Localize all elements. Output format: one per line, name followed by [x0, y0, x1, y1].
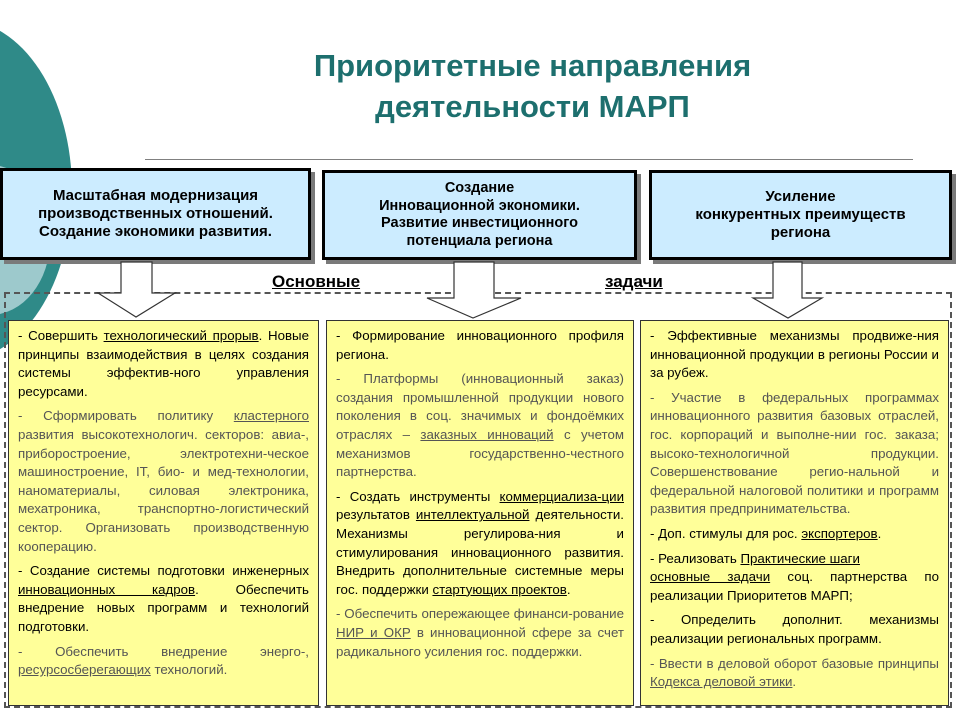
header-3-line-1: Усиление [765, 188, 836, 205]
header-3-line-3: региона [770, 224, 831, 241]
header-2-line-3: Развитие инвестиционного [381, 215, 578, 231]
task-item: - Совершить технологический прорыв. Новые принципы взаимодействия в целях создания системы эффектив-ного управления ресурсами. [18, 328, 309, 399]
task-item: - Обеспечить опережающее финанси-рование НИР и ОКР в инновационной сфере за счет радикального усиления гос. поддержки. [336, 606, 624, 659]
header-1-line-1: Масштабная модернизация [52, 187, 259, 204]
header-1-line-2: производственных отношений. [38, 205, 273, 222]
header-2-line-4: потенциала региона [406, 232, 553, 249]
task-item: - Обеспечить внедрение энерго-, ресурсосберегающих технологий. [18, 643, 309, 678]
header-2-line-2: Инновационной экономики. [379, 197, 580, 214]
task-item: - Формирование инновационного профиля региона. [336, 328, 624, 362]
down-arrow-center [427, 262, 521, 318]
task-item: - Создать инструменты коммерциализа-ции результатов интеллектуальной деятельности. Механизмы регулирова-ния и стимулирования инновационного развития. Внедрить дополнительные системные меры гос. поддержки стартующих проектов. [336, 488, 625, 597]
tasks-label-right: задачи [605, 272, 663, 291]
task-item: - Доп. стимулы для рос. экспортеров. [650, 525, 882, 541]
task-item: - Платформы (инновационный заказ) создания промышленной продукции нового поколения в соц. значимых и фондоёмких отраслях – заказных инноваций с учетом механизмов государственно-честного партнерства. [336, 371, 624, 480]
task-item: - Реализовать Практические шаги основные задачи соц. партнерства по реализации Приоритетов МАРП; [650, 550, 939, 603]
title-line-2: деятельности МАРП [375, 89, 690, 124]
tasks-label-left: Основные [272, 272, 361, 291]
down-arrow-left [98, 262, 175, 317]
tasks-column-innovation [326, 320, 634, 706]
task-item: - Сформировать политику кластерного развития высокотехнологич. секторов: авиа-, приборостроение, электротехни-ческое машиностроение, IT, био- и мед-технологии, наноматериалы, силовая электроника, мехатроника, транспортно-логистический сектор. Организовать производственную кооперацию. [18, 408, 309, 554]
down-arrow-right [753, 262, 822, 318]
header-1-line-3: Создание экономики развития. [39, 223, 272, 240]
task-item: - Участие в федеральных программах инновационного развития базовых отраслей, гос. корпораций и выполне-нии гос. заказа; высоко-технологичной продукции. Совершенствование регио-нальной и федеральной налоговой политики и программ развития предпринимательства. [650, 389, 939, 517]
task-item: - Определить дополнит. механизмы реализации региональных программ. [650, 612, 939, 646]
task-item: - Ввести в деловой оборот базовые принципы Кодекса деловой этики. [650, 655, 939, 690]
header-3-line-2: конкурентных преимуществ [695, 206, 906, 223]
tasks-column-competitiveness [640, 320, 949, 706]
task-item: - Эффективные механизмы продвиже-ния инновационной продукции в регионы России и за рубеж. [650, 328, 939, 381]
tasks-column-modernization [8, 320, 319, 706]
task-item: - Создание системы подготовки инженерных инновационных кадров. Обеспечить внедрение новых программ и технологий подготовки. [18, 563, 309, 634]
title-line-1: Приоритетные направления [313, 48, 752, 83]
header-2-line-1: Создание [444, 180, 515, 196]
